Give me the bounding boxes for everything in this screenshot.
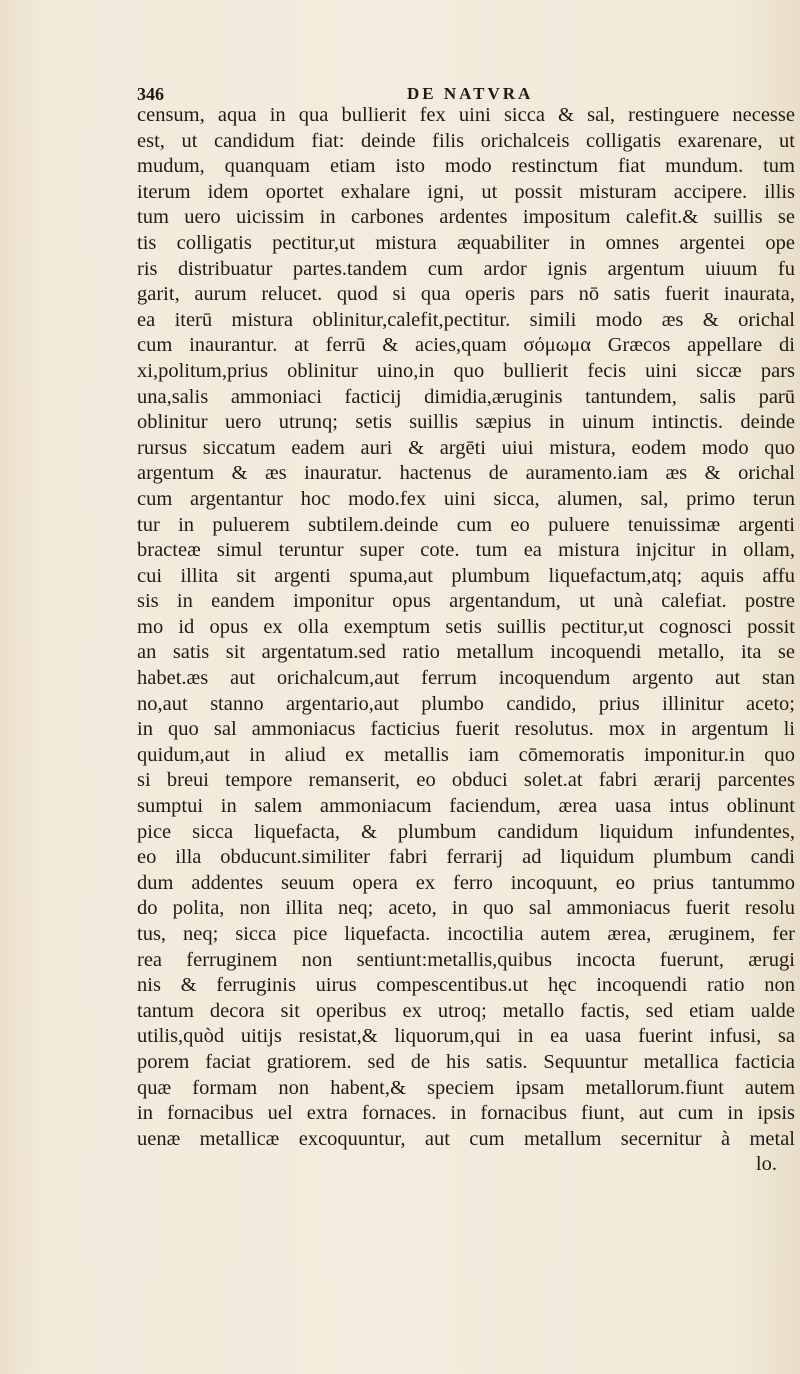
text-line: tur in puluerem subtilem.deinde cum eo puluere tenuissimæ argenti — [137, 513, 795, 536]
text-line: no,aut stanno argentario,aut plumbo candido, prius illinitur aceto; — [137, 692, 795, 715]
text-line: do polita, non illita neq; aceto, in quo sal ammoniacus fuerit resolu — [137, 897, 795, 920]
text-line: quæ formam non habent,& speciem ipsam metallorum.fiunt autem — [137, 1076, 795, 1099]
text-line: oblinitur uero utrunq; setis suillis sæpius in uinum intinctis. deinde — [137, 411, 795, 434]
text-line: mo id opus ex olla exemptum setis suillis pectitur,ut cognosci possit — [137, 615, 795, 638]
text-line: si breui tempore remanserit, eo obduci solet.at fabri ærarij parcentes — [137, 769, 795, 792]
page-number: 346 — [137, 84, 164, 104]
text-line: sumptui in salem ammoniacum faciendum, ærea uasa intus oblinunt — [137, 795, 795, 818]
text-line: iterum idem oportet exhalare igni, ut possit misturam accipere. illis — [137, 180, 795, 203]
text-line: una,salis ammoniaci facticij dimidia,æruginis tantundem, salis parū — [137, 385, 795, 408]
text-line: tus, neq; sicca pice liquefacta. incoctilia autem ærea, æruginem, fer — [137, 923, 795, 945]
text-line: uenæ metallicæ excoquuntur, aut cum metallum secernitur à metal — [137, 1127, 795, 1150]
text-line: pice sicca liquefacta, & plumbum candidum liquidum infundentes, — [137, 820, 795, 843]
text-line: lo. — [755, 1153, 777, 1176]
text-line: garit, aurum relucet. quod si qua operis pars nō satis fuerit inaurata, — [137, 283, 795, 306]
text-line: ris distribuatur partes.tandem cum ardor ignis argentum uiuum fu — [137, 257, 795, 280]
text-line: tis colligatis pectitur,ut mistura æquabiliter in omnes argentei ope — [137, 231, 795, 254]
text-line: tum uero uicissim in carbones ardentes impositum calefit.& suillis se — [137, 206, 795, 229]
text-line: argentum & æs inauratur. hactenus de auramento.iam æs & orichal — [137, 462, 795, 485]
text-line: eo illa obducunt.similiter fabri ferrarij ad liquidum plumbum candi — [137, 846, 795, 869]
text-line: censum, aqua in qua bullierit fex uini sicca & sal, restinguere necesse — [137, 104, 795, 126]
text-line: an satis sit argentatum.sed ratio metallum incoquendi metallo, ita se — [137, 641, 795, 664]
text-line: ea iterū mistura oblinitur,calefit,pectitur. simili modo æs & orichal — [137, 308, 795, 331]
text-line: bracteæ simul teruntur super cote. tum ea mistura injcitur in ollam, — [137, 539, 795, 562]
text-line: tantum decora sit operibus ex utroq; metallo factis, sed etiam ualde — [137, 999, 795, 1022]
text-line: rea ferruginem non sentiunt:metallis,quibus incocta fuerunt, ærugi — [137, 948, 795, 971]
text-line: quidum,aut in aliud ex metallis iam cōmemoratis imponitur.in quo — [137, 743, 795, 766]
text-line: nis & ferruginis uirus compescentibus.ut hęc incoquendi ratio non — [137, 974, 795, 997]
text-line: sis in eandem imponitur opus argentandum, ut unà calefiat. postre — [137, 590, 795, 613]
text-line: xi,politum,prius oblinitur uino,in quo bullierit fecis uini siccæ pars — [137, 359, 795, 382]
text-line: in quo sal ammoniacus facticius fuerit resolutus. mox in argentum li — [137, 718, 795, 741]
running-title: DE NATVRA — [407, 84, 534, 103]
text-line: dum addentes seuum opera ex ferro incoquunt, eo prius tantummo — [137, 871, 795, 894]
text-line: cum inaurantur. at ferrū & acies,quam σόμωμα Græcos appellare di — [137, 334, 795, 357]
text-line: cui illita sit argenti spuma,aut plumbum liquefactum,atq; aquis affu — [137, 564, 795, 587]
text-line: cum argentantur hoc modo.fex uini sicca, alumen, sal, primo terun — [137, 487, 795, 510]
text-line: in fornacibus uel extra fornaces. in fornacibus fiunt, aut cum in ipsis — [137, 1102, 795, 1125]
text-line: est, ut candidum fiat: deinde filis orichalceis colligatis exarenare, ut — [137, 129, 795, 152]
text-line: habet.æs aut orichalcum,aut ferrum incoquendum argento aut stan — [137, 667, 795, 690]
text-line: porem faciat gratiorem. sed de his satis. Sequuntur metallica facticia — [137, 1050, 795, 1073]
text-line: mudum, quanquam etiam isto modo restinctum fiat mundum. tum — [137, 155, 795, 178]
text-line: rursus siccatum eadem auri & argēti uiui mistura, eodem modo quo — [137, 436, 795, 459]
text-line: utilis,quòd uitijs resistat,& liquorum,qui in ea uasa fuerint infusi, sa — [137, 1025, 795, 1048]
body-text — [137, 103, 795, 1178]
